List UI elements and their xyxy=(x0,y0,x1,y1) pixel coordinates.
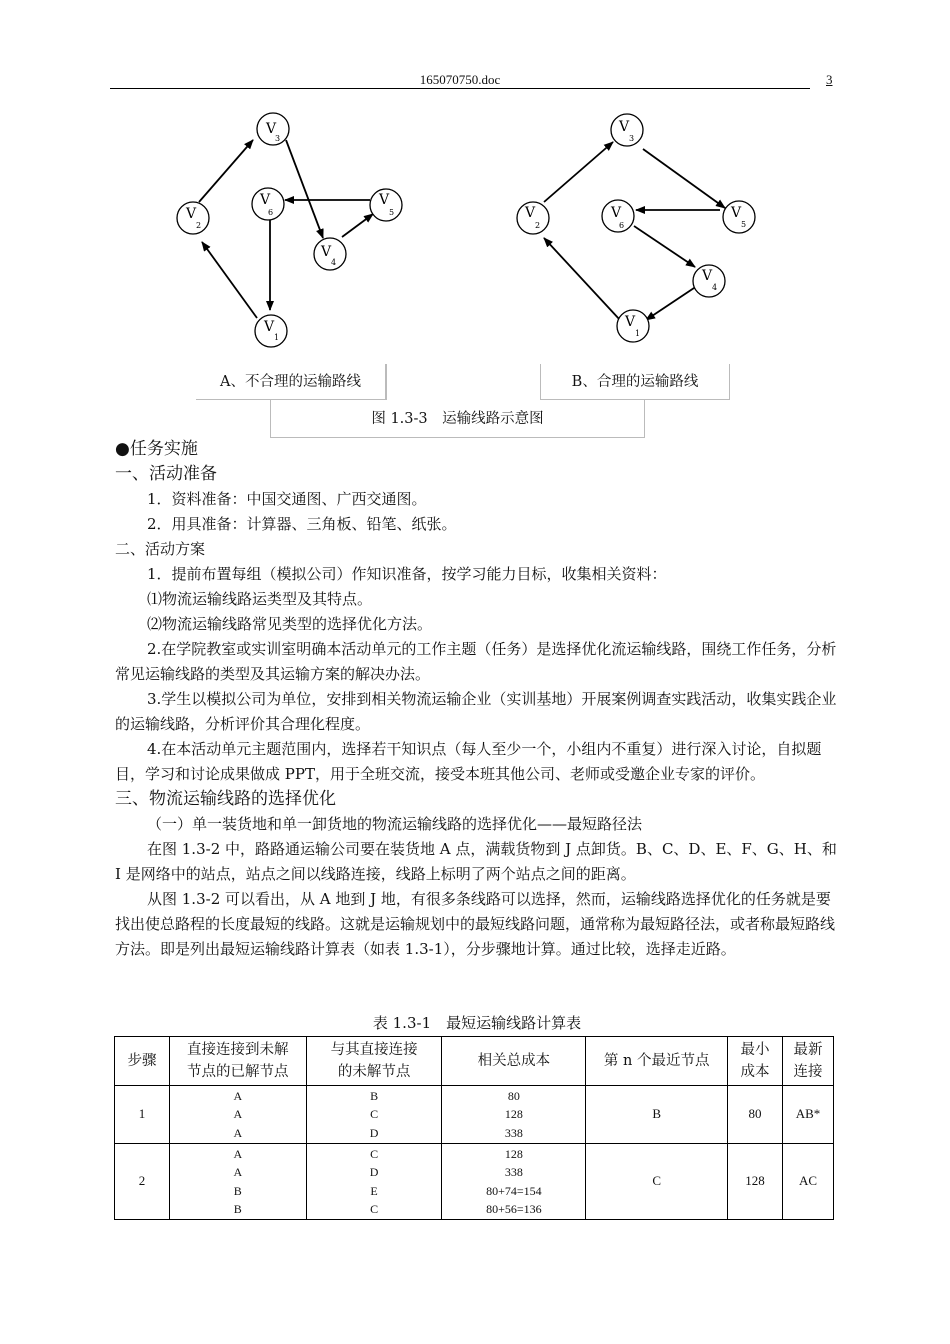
node-label: V xyxy=(731,205,742,221)
node-sub: 5 xyxy=(741,220,747,229)
cell-solved: A A A xyxy=(169,1086,306,1144)
cell-cost: 80 128 338 xyxy=(442,1086,586,1144)
node-a-v6 xyxy=(252,188,284,220)
header-rule xyxy=(110,88,810,89)
paragraph: 2．用具准备：计算器、三角板、铅笔、纸张。 xyxy=(147,515,457,533)
cell-unsolved: C D E C xyxy=(306,1144,442,1220)
cell-link: AC xyxy=(783,1144,834,1220)
edge-b-v6-v4 xyxy=(634,226,695,267)
node-sub: 4 xyxy=(331,258,337,267)
node-sub: 2 xyxy=(535,221,541,230)
edge-b-v1-v2 xyxy=(544,238,620,320)
cell-link: AB* xyxy=(783,1086,834,1144)
body-text xyxy=(115,437,839,962)
diagram-a-irrational xyxy=(177,113,402,347)
header-page-number: 3 xyxy=(826,72,833,87)
node-sub: 2 xyxy=(196,221,202,230)
diagram-b-rational xyxy=(517,114,755,342)
paragraph: ⑴物流运输线路运类型及其特点。 xyxy=(147,590,373,608)
edge-a-v2-v3 xyxy=(199,140,253,202)
caption-b: B、合理的运输路线 xyxy=(540,364,730,400)
section-heading-1: 一、活动准备 xyxy=(115,464,217,484)
node-a-v4 xyxy=(314,238,346,270)
cell-solved: A A B B xyxy=(169,1144,306,1220)
paragraph: 从图 1.3-2 可以看出，从 A 地到 J 地，有很多条线路可以选择，然而，运输线路选择优化的任务就是要找出使总路程的长度最短的线路。这就是运输规划中的最短线路问题，通常称为最短路径法，或者称最短路线方法。即是列出最短运输线路计算表（如表 1.3-1），分步骤地计算。通过比较，选择走近路。 xyxy=(115,890,836,958)
node-label: V xyxy=(611,205,622,221)
node-a-v2 xyxy=(177,202,209,234)
node-sub: 3 xyxy=(629,134,635,143)
paragraph: ⑵物流运输线路常见类型的选择优化方法。 xyxy=(147,615,433,633)
node-sub: 3 xyxy=(275,134,281,143)
node-label: V xyxy=(379,192,390,208)
node-b-v4 xyxy=(693,265,725,297)
paragraph: 在图 1.3-2 中，路路通运输公司要在装货地 A 点，满载货物到 J 点卸货。B、C、D、E、F、G、H、和 I 是网络中的站点，站点之间以线路连接，线路上标明了两个站点之间的距离。 xyxy=(115,840,837,883)
node-sub: 1 xyxy=(635,329,641,338)
subheading: （一）单一装货地和单一卸货地的物流运输线路的选择优化——最短路径法 xyxy=(147,815,643,833)
node-sub: 6 xyxy=(268,208,274,217)
node-label: V xyxy=(264,319,275,335)
node-b-v1 xyxy=(617,310,649,342)
table-row xyxy=(115,1144,834,1220)
section-heading-3: 三、物流运输线路的选择优化 xyxy=(115,789,336,809)
th-cost: 相关总成本 xyxy=(442,1037,586,1086)
edge-b-v2-v3 xyxy=(544,142,613,202)
node-b-v6 xyxy=(602,200,634,232)
node-a-v3 xyxy=(257,113,289,145)
node-b-v5 xyxy=(723,201,755,233)
caption-divider xyxy=(386,364,387,400)
node-sub: 6 xyxy=(619,221,625,230)
node-label: V xyxy=(525,205,536,221)
table-row xyxy=(115,1086,834,1144)
th-nearest: 第 n 个最近节点 xyxy=(586,1037,728,1086)
cell-nearest: C xyxy=(586,1144,728,1220)
node-b-v3 xyxy=(611,114,643,146)
node-sub: 5 xyxy=(389,208,395,217)
cell-step: 2 xyxy=(115,1144,170,1220)
paragraph: 1．资料准备：中国交通图、广西交通图。 xyxy=(147,490,427,508)
table-header-row xyxy=(115,1037,834,1086)
node-sub: 1 xyxy=(274,333,280,342)
route-figure xyxy=(160,104,790,366)
paragraph: 2.在学院教室或实训室明确本活动单元的工作主题（任务）是选择优化流运输线路，围绕工作任务，分析常见运输线路的类型及其运输方案的解决办法。 xyxy=(115,640,837,683)
figure-caption: 图 1.3-3 运输线路示意图 xyxy=(270,400,645,438)
cell-cost: 128 338 80+74=154 80+56=136 xyxy=(442,1144,586,1220)
th-link: 最新 连接 xyxy=(783,1037,834,1086)
header-doc-name: 165070750.doc xyxy=(419,72,501,87)
node-label: V xyxy=(266,121,277,137)
edge-a-v1-v2 xyxy=(202,242,257,318)
node-label: V xyxy=(186,206,197,222)
cell-unsolved: B C D xyxy=(306,1086,442,1144)
th-step: 步骤 xyxy=(115,1037,170,1086)
route-diagrams xyxy=(160,104,790,366)
node-label: V xyxy=(619,119,630,135)
node-label: V xyxy=(625,314,636,330)
node-label: V xyxy=(702,268,713,284)
th-min: 最小 成本 xyxy=(728,1037,783,1086)
cell-step: 1 xyxy=(115,1086,170,1144)
th-solved: 直接连接到未解 节点的已解节点 xyxy=(169,1037,306,1086)
node-a-v1 xyxy=(255,315,287,347)
node-label: V xyxy=(321,244,332,260)
task-heading: ●任务实施 xyxy=(115,439,198,459)
cell-min: 80 xyxy=(728,1086,783,1144)
section-heading-2: 二、活动方案 xyxy=(115,540,206,558)
edge-a-v4-v5 xyxy=(342,214,373,237)
table-title: 表 1.3-1 最短运输线路计算表 xyxy=(372,1014,582,1032)
node-sub: 4 xyxy=(712,283,718,292)
paragraph: 4.在本活动单元主题范围内，选择若干知识点（每人至少一个，小组内不重复）进行深入讨论，自拟题目，学习和讨论成果做成 PPT，用于全班交流，接受本班其他公司、老师或受邀企业专家的评价。 xyxy=(115,740,822,783)
edge-a-v3-v4 xyxy=(286,140,323,238)
node-a-v5 xyxy=(370,189,402,221)
caption-a: A、不合理的运输路线 xyxy=(196,364,386,400)
node-label: V xyxy=(260,192,271,208)
th-unsolved: 与其直接连接 的未解节点 xyxy=(306,1037,442,1086)
paragraph: 3.学生以模拟公司为单位，安排到相关物流运输企业（实训基地）开展案例调查实践活动，收集实践企业的运输线路，分析评价其合理化程度。 xyxy=(115,690,837,733)
edge-b-v4-v1 xyxy=(646,286,697,320)
cell-nearest: B xyxy=(586,1086,728,1144)
node-b-v2 xyxy=(517,202,549,234)
shortest-route-table xyxy=(114,1036,834,1220)
paragraph: 1．提前布置每组（模拟公司）作知识准备，按学习能力目标，收集相关资料： xyxy=(147,565,667,583)
edge-b-v3-v5 xyxy=(643,149,725,208)
cell-min: 128 xyxy=(728,1144,783,1220)
